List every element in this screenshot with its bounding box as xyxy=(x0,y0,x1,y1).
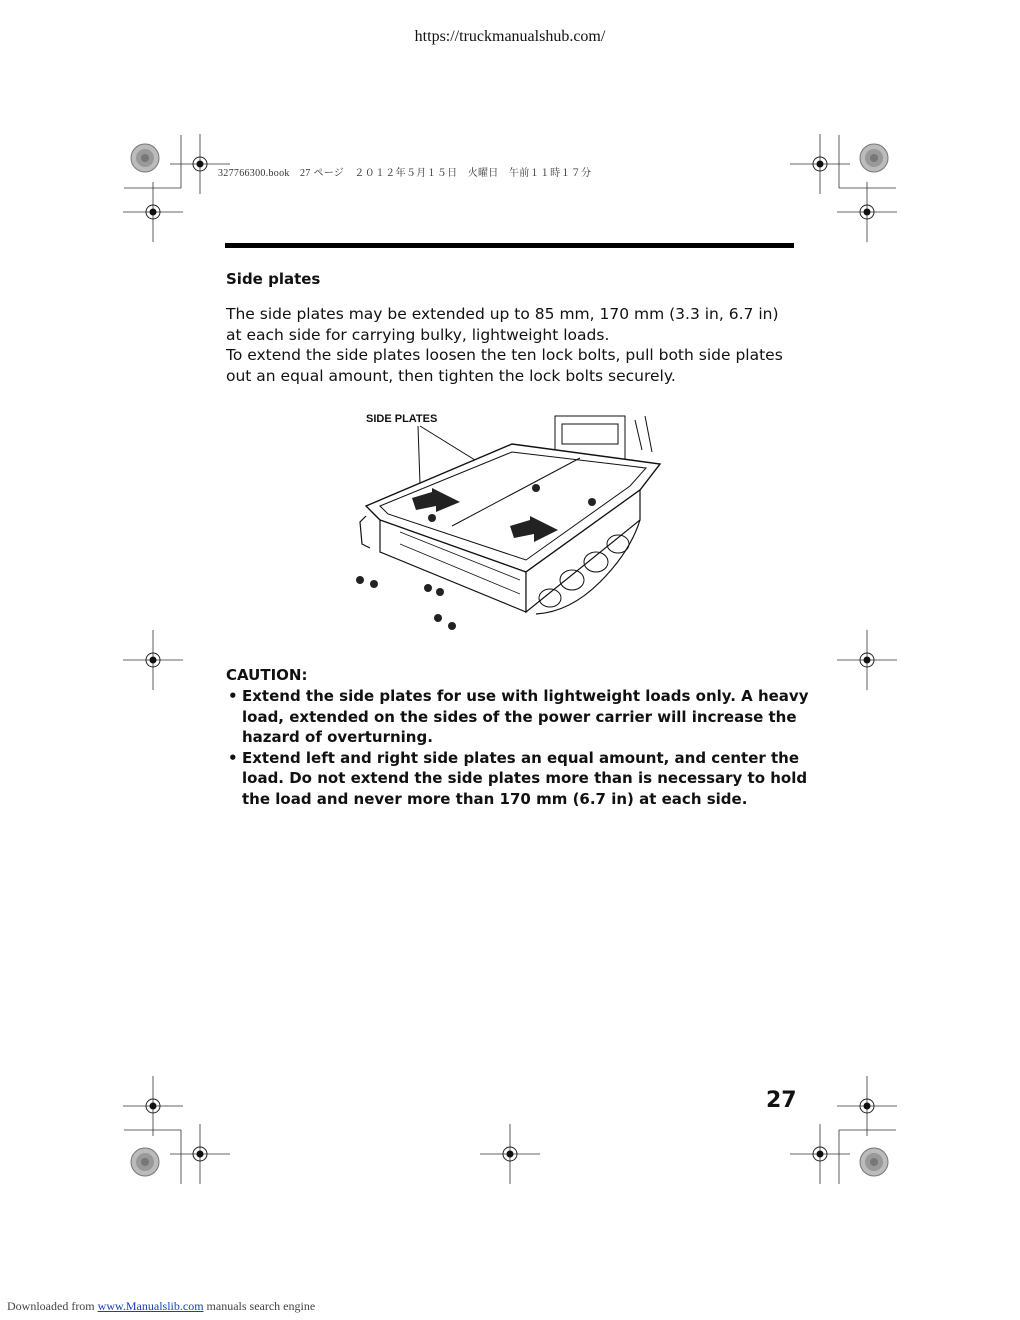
caution-line: the load and never more than 170 mm (6.7 in) at each side. xyxy=(242,789,748,808)
caution-list xyxy=(226,686,809,810)
paragraph-line: at each side for carrying bulky, lightweight loads. xyxy=(226,325,610,344)
section-heading: Side plates xyxy=(226,270,321,288)
page-number: 27 xyxy=(766,1088,797,1113)
paragraph-line: out an equal amount, then tighten the lock bolts securely. xyxy=(226,366,676,385)
manualslib-link[interactable]: www.Manualslib.com xyxy=(97,1299,204,1313)
caution-line: load. Do not extend the side plates more than is necessary to hold xyxy=(242,769,808,788)
caution-item xyxy=(226,686,809,748)
paragraph-line: The side plates may be extended up to 85 mm, 170 mm (3.3 in, 6.7 in) xyxy=(226,305,779,323)
caution-title: CAUTION: xyxy=(226,666,308,684)
caution-item xyxy=(226,748,808,810)
caution-line: Extend the side plates for use with lightweight loads only. A heavy xyxy=(242,687,809,705)
bullet-icon: • xyxy=(228,687,238,705)
source-url-header: https://truckmanualshub.com/ xyxy=(414,28,606,45)
footer-suffix: manuals search engine xyxy=(203,1299,316,1313)
caution-line: Extend left and right side plates an equal amount, and center the xyxy=(242,748,800,767)
bullet-icon: • xyxy=(228,748,238,767)
figure-label: SIDE PLATES xyxy=(366,413,438,425)
print-job-info: 327766300.book 27 ページ ２０１２年５月１５日 火曜日 午前１１時１７分 xyxy=(218,168,592,179)
footer-prefix: Downloaded from xyxy=(7,1299,98,1313)
caution-line: hazard of overturning. xyxy=(242,728,433,747)
section-paragraph xyxy=(226,304,801,386)
paragraph-line: To extend the side plates loosen the ten lock bolts, pull both side plates xyxy=(226,346,783,365)
side-plates-illustration xyxy=(340,402,670,652)
section-rule xyxy=(225,243,794,248)
caution-line: load, extended on the sides of the power carrier will increase the xyxy=(242,707,797,726)
download-footer xyxy=(7,1299,315,1314)
